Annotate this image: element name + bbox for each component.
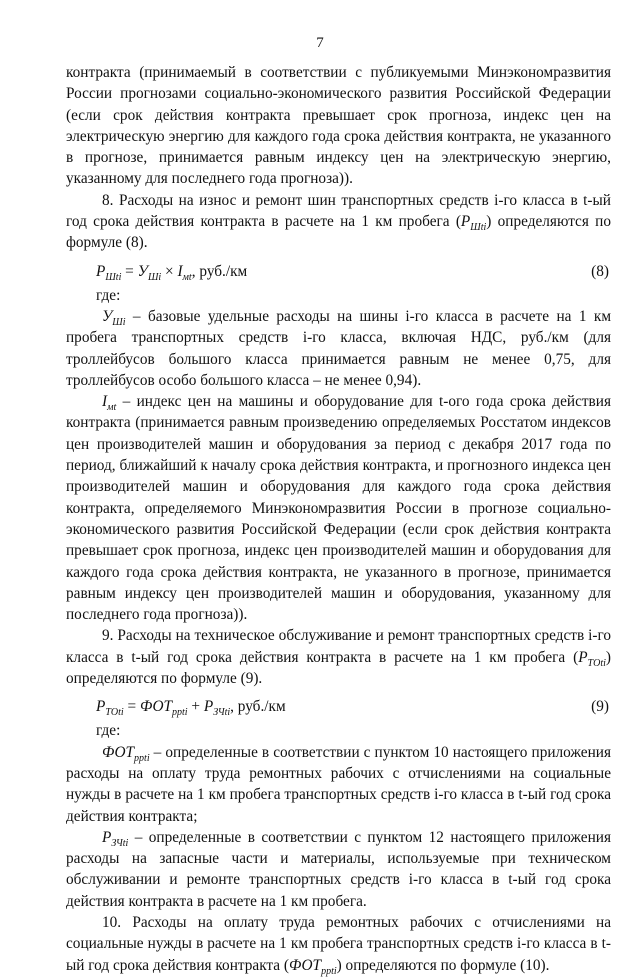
- formula-9-plus: +: [187, 698, 204, 716]
- definition-u-sh: [66, 306, 611, 391]
- def-text: – определенные в соответствии с пунктом 12 настоящего приложения расходы на запасные части и материалы, используемые при техническом обслуживании и ремонте транспортных средств i-го класса в t-ый год срока действия контракта в расчете на 1 км пробега.: [66, 828, 611, 910]
- symbol-sub: Шti: [470, 222, 487, 234]
- formula-9-fot: ФОТ: [139, 698, 173, 716]
- item-8-text: 8. Расходы на износ и ремонт шин транспортных средств i-го класса в t-ый год срока действия контракта в расчете на 1 км пробега (: [66, 191, 611, 231]
- formula-8-number: (8): [591, 262, 609, 280]
- item-9-text-end: ) определяются по формуле (9).: [66, 648, 611, 688]
- formula-8-unit: , руб./км: [191, 262, 248, 280]
- item-10-paragraph: [66, 912, 611, 976]
- item-8-paragraph: [66, 190, 611, 254]
- def-symbol-sub: мt: [107, 402, 117, 414]
- formula-9-p: Р: [203, 698, 214, 716]
- item-9-paragraph: [66, 625, 611, 689]
- def-symbol-sub: ЗЧti: [111, 837, 129, 849]
- def-symbol-sub: ppti: [134, 752, 150, 764]
- item-10-text-end: ) определяются по формуле (10).: [336, 956, 550, 974]
- definition-fot: [66, 742, 611, 827]
- formula-8-equals: =: [121, 262, 138, 280]
- formula-9-number: (9): [591, 698, 609, 716]
- formula-8-i: I: [177, 262, 183, 280]
- formula-9-p-sub: ЗЧti: [213, 707, 231, 719]
- document-body: [66, 62, 611, 976]
- def-text: – определенные в соответствии с пунктом 10 настоящего приложения расходы на оплату труда ремонтных рабочих с отчислениями на социальные нужды в расчете на 1 км пробега транспортных средств i-го класса в t-ый год срока действия контракта;: [66, 743, 611, 825]
- formula-8-times: ×: [161, 262, 178, 280]
- symbol-sub: ТОti: [587, 657, 606, 669]
- def-text: – индекс цен на машины и оборудование для t-ого года срока действия контракта (принимается равным произведению определяемых Росстатом индексов цен производителей машин и оборудования за период с декабря 2017 года по период, ближайший к началу срока действия контракта, и прогнозного индекса цен производителей машин и оборудования для каждого года срока действия контракта, определяемого Минэкономразвития России в прогнозе социально-экономического развития Российской Федерации (если срок действия контракта превышает срок прогноза, индекс цен производителей машин и оборудования для каждого года срока действия контракта, не указанного в прогнозе, принимается равным индексу цен производителей машин и оборудования, указанному для последнего года прогноза)).: [66, 393, 611, 624]
- def-text: – базовые удельные расходы на шины i-го класса в расчете на 1 км пробега транспортных средств i-го класса, включая НДС, руб./км (для троллейбусов большого класса принимается равным не менее 0,75, для троллейбусов особо большого класса – не менее 0,94).: [66, 307, 611, 389]
- definition-p-zch: [66, 827, 611, 912]
- formula-8-i-sub: мt: [182, 271, 192, 283]
- symbol-main: Р: [460, 213, 471, 231]
- formula-8-lhs-sub: Шti: [105, 271, 122, 283]
- symbol-fot: ФОТ: [289, 956, 322, 974]
- formula-9-lhs: Р: [96, 698, 106, 716]
- paragraph-text: контракта (принимаемый в соответствии с публикуемыми Минэкономразвития России прогнозами социально-экономического развития Российской Федерации (если срок действия контракта превышает срок прогноза, индекс цен на электрическую энергию для каждого года срока действия контракта, не указанного в прогнозе, принимается равным индексу цен на электрическую энергию, указанному для последнего года прогноза)).: [66, 64, 611, 188]
- item-10-text: 10. Расходы на оплату труда ремонтных рабочих с отчислениями на социальные нужды в расчете на 1 км пробега транспортных средств i-го класса в t-ый год срока действия контракта (: [66, 913, 611, 974]
- def-symbol: Р: [102, 828, 112, 846]
- symbol-r-to: [578, 648, 606, 669]
- formula-9: [66, 695, 611, 718]
- def-symbol: У: [102, 307, 113, 325]
- where-label-8: где:: [96, 286, 121, 304]
- symbol-r-sh: [460, 213, 487, 234]
- formula-9-equals: =: [123, 698, 140, 716]
- def-symbol: ФОТ: [102, 743, 135, 761]
- page-number: 7: [316, 35, 324, 51]
- definition-i-m: [66, 391, 611, 625]
- def-symbol: I: [102, 393, 108, 411]
- formula-8-u: У: [137, 262, 148, 280]
- where-label-9: где:: [96, 722, 121, 740]
- paragraph-continuation: [66, 62, 611, 190]
- formula-9-lhs-sub: ТОti: [105, 707, 124, 719]
- def-symbol-sub: Шi: [112, 317, 126, 329]
- formula-9-unit: , руб./км: [230, 698, 286, 716]
- formula-8-u-sub: Шi: [147, 271, 162, 283]
- formula-8: [66, 260, 611, 283]
- formula-9-fot-sub: ррti: [172, 707, 188, 719]
- formula-8-lhs: Р: [96, 262, 106, 280]
- item-8-text-end: ) определяются по формуле (8).: [66, 213, 611, 252]
- item-9-text: 9. Расходы на техническое обслуживание и ремонт транспортных средств i-го класса в t-ый год срока действия контракта в расчете на 1 км пробега (: [66, 627, 611, 666]
- symbol-main: Р: [578, 648, 588, 666]
- symbol-fot-sub: ppti: [321, 965, 337, 977]
